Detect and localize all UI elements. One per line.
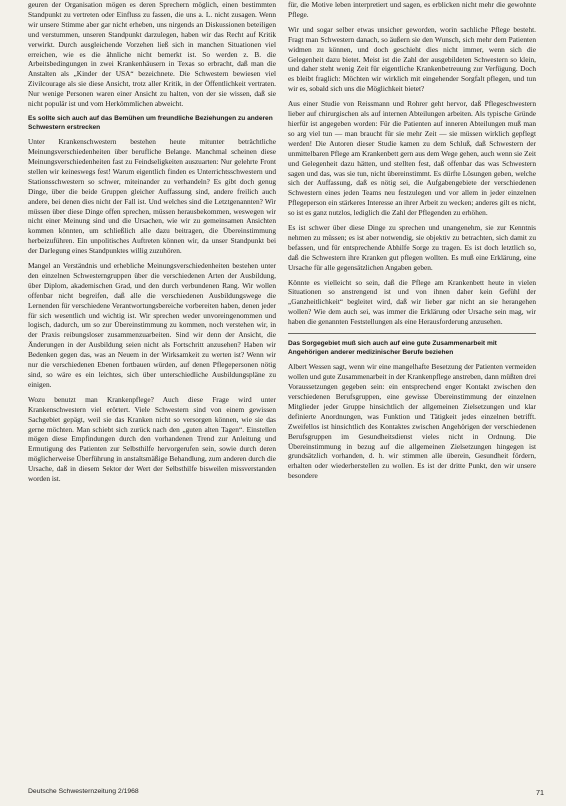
paragraph: Albert Wessen sagt, wenn wir eine mangelhafte Besetzung der Patienten vermeiden wollen und gute Zusammenarbeit in der Krankenpflege anstreben, dann müßten drei Voraussetzungen gegeben sein: ein entsprechend enger Kontakt zwischen den verschiedenen Berufsgruppen, eine gewisse Übereinstimmung der einzelnen Mitglieder jeder Gruppe hinsichtlich der allgemeinen Zielsetzungen und klar definierte Anordnungen, was Funktion und Tätigkeit jedes einzelnen betrifft. Zweifellos ist hinsichtlich des Kontaktes zwischen Angehörigen der verschiedenen Berufsgruppen im Gesundheitsdienst vieles nicht in Ordnung. Die Übereinstimmung in bezug auf die allgemeinen Zielsetzungen hingegen ist grundsätzlich vorhanden, d. h. wir stimmen alle überein, Gesundheit fördern, erhalten oder wiederherstellen zu wollen. Es ist der dritte Punkt, den wir unsere besondere xyxy=(288,362,536,481)
paragraph: Wozu benutzt man Krankenpflege? Auch diese Frage wird unter Krankenschwestern viel erörtert. Viele Schwestern sind von einem gewissen Sachgebiet gepägt, weil sie das Kranken nicht so versorgen können, wie sie das gerne möchten. Man schiebt sich zurück nach den „guten alten Tagen“. Einstellen mögen diese Empfindungen durch den vorhandenen Trend zur Anleitung und Ermutigung des Patienten zur Selbsthilfe hervorgerufen sein, sowie durch deren möglicherweise Überführung in anstaltsmäßige Behandlung, zum anderen durch die Ursache, daß in diesem Sektor der Wert der Selbsthilfe bisweilen missverstanden worden ist. xyxy=(28,394,276,484)
page-number: 71 xyxy=(536,788,544,797)
paragraph: geuren der Organisation mögen es deren Sprechern möglich, einen bestimmten Standpunkt zu vertreten oder Einfluss zu fassen, die uns a. L. nicht zusagen. Wenn wir unsere Stimme aber gar nicht erheben, uns nirgends an Diskussionen beteiligen und verstummen, unseren Standpunkt darzulegen, haben wir das Recht auf Kritik verwirkt. Durch ausgleichende Vorzehen ließ sich in manchen Situationen viel erreichen, wie es die ähnliche nicht bemerkt ist. So werden z. B. die Arbeitsbedingungen in zwei Krankenhäusern in Texas so erbracht, daß man die Anstalten als „Kinder der USA“ bezeichnete. Die Schwestern bewiesen viel Zivilcourage als sie diese Ansicht, trotz aller Kritik, in der Öffentlichkeit vertraten. Nur wenige Personen waren einer Ansicht zu halten, von der sie wissen, daß sie nicht populär ist und vom Herkömmlichen abweicht. xyxy=(28,0,276,109)
section-heading: Es sollte sich auch auf das Bemühen um freundliche Beziehungen zu anderen Schwestern erstrecken xyxy=(28,114,273,131)
right-column xyxy=(288,0,536,486)
paragraph: für, die Motive leben interpretiert und sagen, es erblicken nicht mehr die gewohnte Pflege. xyxy=(288,0,536,19)
paragraph: Wir und sogar selber etwas unsicher geworden, worin sachliche Pflege besteht. Fragt man Schwestern danach, so äußern sie den Wunsch, sich mehr dem Patienten widmen zu können, und doch geschieht dies nicht immer, wenn sich die Gelegenheit dazu bietet. Meist ist die Zahl der ausgebildeten Schwestern so klein, und daher steht wenig Zeit für eigentliche Krankenbetreuung zur Verfügung. Doch es bleibt fraglich: Möchten wir wirklich mit eingehender Sorgfalt pflegen, und tun wir es, sobald sich uns die Möglichkeit bietet? xyxy=(288,24,536,94)
paragraph: Mangel an Verständnis und erhebliche Meinungsverschiedenheiten bestehen unter den einzelnen Schwesterngruppen über die verschiedenen Arten der Ausbildung, über Diplom, akademischen Grad, und den durch verbundenen Rang. Wir wollen offenbar nicht begreifen, daß alle die verschiedenen Ausbildungswege die Lernenden für verschiedene Verantwortungsbereiche vorbereiten haben, denen jeder für sich wesentlich und wichtig ist. Wir sprechen weder unvoreingenommen und logisch, dadurch, um so zur Übereinstimmung zu kommen, noch verstehen wir, in der Praxis reibungsloser zusammenzuarbeiten. Sind wir denn der Ansicht, die Änderungen in der Ausbildung seien nicht als Fortschritt anzusehen? Haben wir Bedenken gegen das, was an Neuem in der Wirksamkeit zu werten ist? Wenn wir nur die verschiedenen Ebenen fortbauen würden, auf denen Pflegepersonen nötig sind, so wäre es ein leichtes, sich über unterschiedliche Ausbildungspläne zu einigen. xyxy=(28,261,276,389)
paragraph: Könnte es vielleicht so sein, daß die Pflege am Krankenbett heute in vielen Situationen so anstrengend ist und von ihnen daher kein Gefühl der „Ganzheitlichkeit“ begleitet wird, daß wir lieber gar nicht an sie herangehen wollen? Wie dem auch sei, was immer die Erklärung oder Ursache sein mag, wir haben die genannten Feststellungen als eine Herausforderung anzusehen. xyxy=(288,277,536,327)
left-column xyxy=(28,0,276,489)
paragraph: Unter Krankenschwestern bestehen heute mitunter beträchtliche Meinungsverschiedenheiten über berufliche Belange. Manchmal scheinen diese Meinungsverschiedenheiten fast zu Feindseligkeiten auszuarten: Nur gelehrte Front stellen wir keineswegs fest! Warum eigentlich finden es Unterrichtsschwestern und Stationsschwestern so schwer, miteinander zu verhandeln? Es gibt doch genug Dinge, über die beide Gruppen gleicher Auffassung sind, andere freilich auch andere, bei denen dies nicht der Fall ist. Und welches sind die Letztgenannten? Wir müssen über diese Dinge offen sprechen, müssen herausbekommen, weswegen wir nicht einer Meinung sind und die Ursachen, wie wir zu gemeinsamen Ansichten kommen könnten, um schließlich alle dazu beitragen, die Übereinstimmung herbeizuführen. Ein unpolitisches Auftreten können wir, da unser Standpunkt bei der Darlegung eines Standpunktes willig zuzuhören. xyxy=(28,137,276,256)
journal-footer: Deutsche Schwesternzeitung 2/1968 xyxy=(28,788,139,795)
paragraph: Aus einer Studie von Reissmann und Rohrer geht hervor, daß Pflegeschwestern lieber auf chirurgischen als auf internen Abteilungen arbeiten. Als typische Gründe hierfür ist angegeben worden: Für die Patienten auf inneren Abteilungen muß man so arg viel tun — man braucht für sie mehr Zeit — sie müssen wirklich gepflegt werden! Die Autoren dieser Studie kamen zu dem Schluß, daß Schwestern der unmittelbaren Pflege am Krankenbett gern aus dem Wege gehen, auch wenn sie Zeit und Gelegenheit dazu hätten, und stellten fest, daß offenbar das was Schwestern sagen und das, was sie tun, nicht übereinstimmt. Es dürfte Lösungen geben, welche sich der Auffassung, daß es nötig sei, die Aufgabengebiete der verschiedenen Schwestern eines jeden Teams neu festzulegen und vor allem in jeder einzelnen Pflegeperson ein stärkeres Interesse an ihrer Arbeit zu wecken; anderes gilt es nicht, so ist es ganz nutzlos, lediglich die Zahl der Pflegenden zu erhöhen. xyxy=(288,99,536,218)
section-divider xyxy=(288,333,536,334)
section-heading: Das Sorgegebiet muß sich auch auf eine gute Zusammenarbeit mit Angehörigen anderer medizinischer Berufe beziehen xyxy=(288,340,497,356)
paragraph: Es ist schwer über diese Dinge zu sprechen und unangenehm, sie zur Kenntnis nehmen zu müssen; es ist aber notwendig, sie objektiv zu betrachten, sich damit zu befassen, und für entsprechende Abhilfe Sorge zu tragen. Es ist doch letztlich so, daß die Schwestern ihre Kranken gut pflegen wollten. Es muß eine Erklärung, eine Ursache für alle gegensätzlichen Angaben geben. xyxy=(288,223,536,272)
